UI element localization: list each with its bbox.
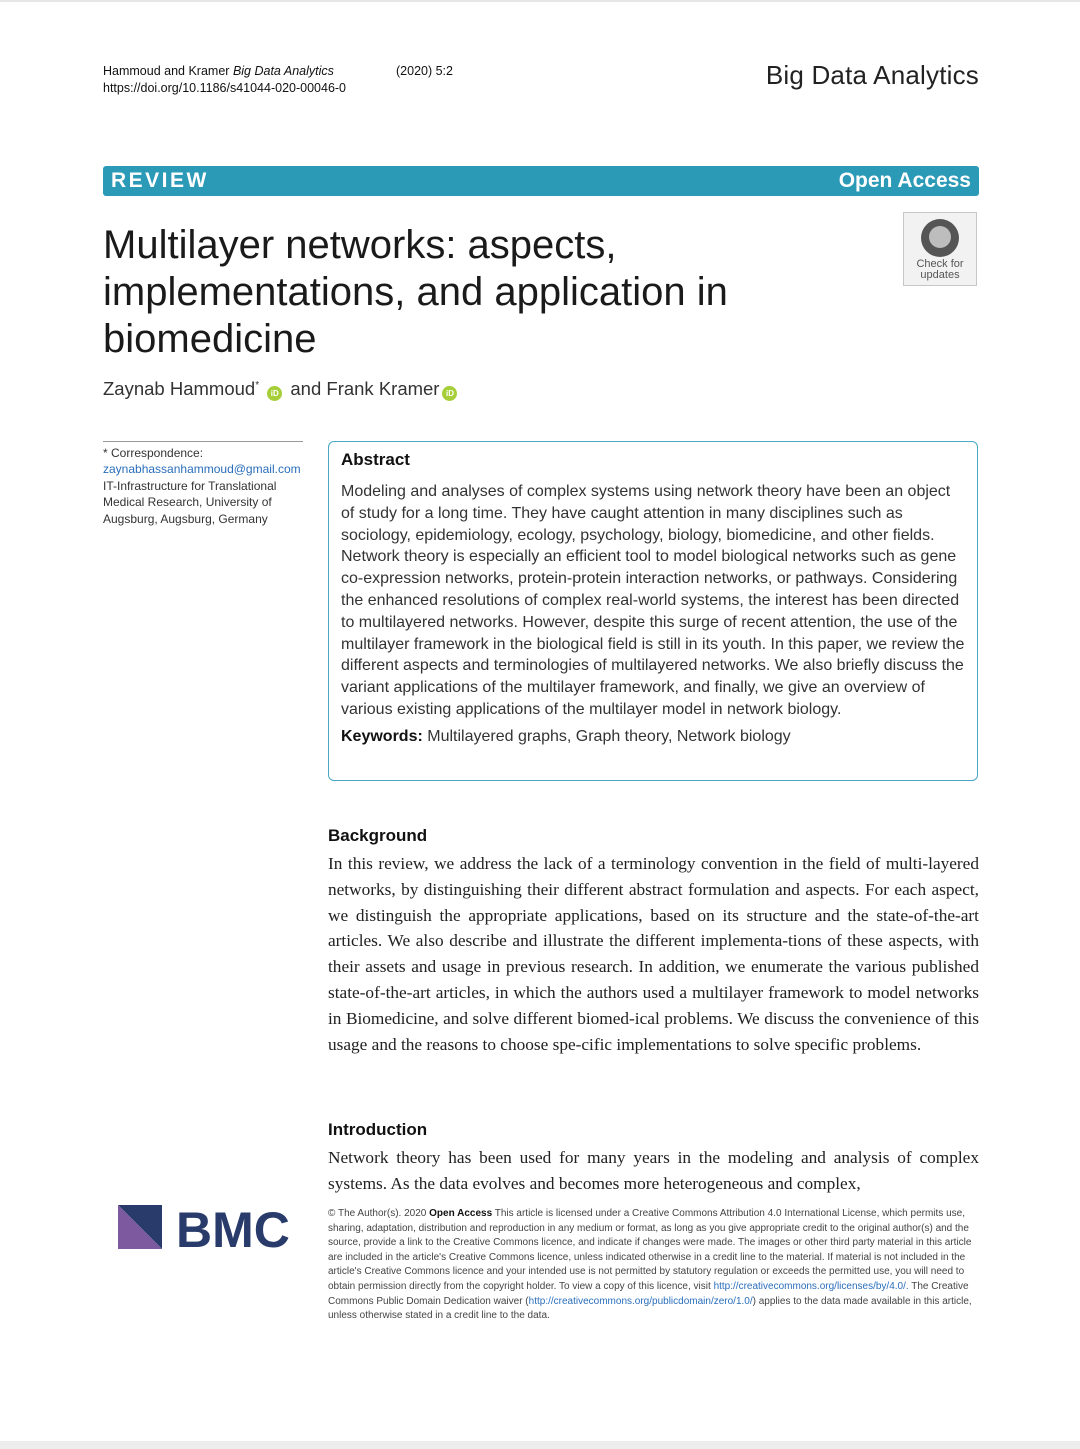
keywords-value: Multilayered graphs, Graph theory, Network biology xyxy=(427,727,791,745)
introduction-text: Network theory has been used for many years in the modeling and analysis of complex systems. As the data evolves and becomes more heterogeneous and complex, xyxy=(328,1148,979,1193)
page-bottom-edge xyxy=(0,1441,1080,1449)
author-list xyxy=(103,378,460,401)
check-updates-text xyxy=(904,259,976,281)
abstract-text: Modeling and analyses of complex systems using network theory have been an object of study for a long time. They have caught attention in many disciplines such as sociology, epidemiology, ecology, psychology, biology, biomedicine, and other fields. Network theory is especially an efficient tool to model biological networks such as gene co-expression networks, protein-protein interaction networks, or pathways. Considering the enhanced resolutions of complex real-world systems, the interest has been directed to multilayered networks. However, despite this surge of recent attention, the use of the multilayer framework in the biological field is still in its youth. In this paper, we review the different aspects and terminologies of multilayered networks. We also briefly discuss the variant applications of the multilayer framework, and finally, we give an overview of various existing applications of the multilayer model in network biology. xyxy=(341,483,965,718)
check-updates-line2: updates xyxy=(920,269,960,281)
abstract-heading: Abstract xyxy=(341,450,410,469)
license-link-cc-by[interactable]: http://creativecommons.org/licenses/by/4.0/. xyxy=(713,1280,909,1292)
license-link-cc-zero[interactable]: http://creativecommons.org/publicdomain/zero/1.0/ xyxy=(528,1295,753,1307)
corresponding-mark: * xyxy=(255,379,260,391)
bmc-logo-text: BMC xyxy=(176,1203,290,1253)
author-connector: and xyxy=(290,378,322,399)
correspondence-email[interactable]: zaynabhassanhammoud@gmail.com xyxy=(103,462,301,477)
bmc-logo xyxy=(118,1203,303,1253)
check-updates-line1: Check for xyxy=(916,258,964,270)
orcid-icon[interactable]: iD xyxy=(442,386,457,401)
correspondence-affiliation: IT-Infrastructure for Translational Medical Research, University of Augsburg, Augsburg, Germany xyxy=(103,478,277,526)
article-type-banner xyxy=(103,166,979,196)
header-citation-line xyxy=(103,63,453,80)
license-oa-label: Open Access xyxy=(429,1208,493,1219)
background-heading: Background xyxy=(328,826,428,845)
correspondence-divider xyxy=(103,441,303,442)
journal-name: Big Data Analytics xyxy=(765,60,979,90)
correspondence-label: * Correspondence: xyxy=(103,446,204,460)
license-text-1: This article is licensed under a Creative Commons Attribution 4.0 International License, which permits use, sharing, adaptation, distribution and reproduction in any medium or format, as long as you give appropriate credit to the original author(s) and the source, provide a link to the Creative Commons licence, and indicate if changes were made. The images or other third party material in this article are included in the article's Creative Commons licence, unless indicated otherwise in a credit line to the material. If material is not included in the article's Creative Commons licence and your intended use is not permitted by statutory regulation or exceeds the permitted use, you will need to obtain permission directly from the copyright holder. To view a copy of this licence, visit xyxy=(328,1208,972,1292)
background-text: In this review, we address the lack of a terminology convention in the field of multi-layered networks, by distinguishing their different abstract formulation and aspects. For each aspect, we distinguish the appropriate applications, based on its structure and the state-of-the-art articles. We also describe and illustrate the different implementa-tions of these aspects, with their assets and usage in previous research. In addition, we enumerate the various published state-of-the-art articles, in which the authors used a multilayer framework to model networks in Biomedicine, and solve different biomed-ical problems. We discuss the convenience of this usage and the reasons to choose spe-cific implementations to solve specific problems. xyxy=(328,854,979,1054)
abstract-box xyxy=(328,441,978,781)
article-type: REVIEW xyxy=(111,169,209,192)
article-title: Multilayer networks: aspects, implementations, and application in biomedicine xyxy=(103,223,728,361)
author-name: Zaynab Hammoud xyxy=(103,378,256,399)
orcid-icon[interactable]: iD xyxy=(267,386,282,401)
license-prefix: © The Author(s). 2020 xyxy=(328,1208,427,1219)
check-updates-icon xyxy=(921,219,959,257)
running-header xyxy=(103,63,453,97)
header-journal: Big Data Analytics xyxy=(232,64,334,78)
header-doi[interactable]: https://doi.org/10.1186/s41044-020-00046-0 xyxy=(103,81,347,95)
license-text-2: The Creative Commons Public Domain Dedication waiver ( xyxy=(328,1280,969,1307)
introduction-heading: Introduction xyxy=(328,1120,428,1139)
license-statement xyxy=(328,1207,978,1324)
correspondence-block xyxy=(103,445,308,527)
keywords-line xyxy=(341,728,965,746)
check-for-updates-badge[interactable] xyxy=(903,212,977,286)
page-top-edge xyxy=(0,0,1080,2)
header-authors: Hammoud and Kramer xyxy=(103,64,230,78)
author-name: Frank Kramer xyxy=(326,378,440,399)
keywords-label: Keywords: xyxy=(341,727,423,745)
header-citation: (2020) 5:2 xyxy=(396,64,453,78)
open-access-label: Open Access xyxy=(838,169,971,192)
license-text-3: ) applies to the data made available in this article, unless otherwise stated in a credit line to the data. xyxy=(328,1295,972,1322)
